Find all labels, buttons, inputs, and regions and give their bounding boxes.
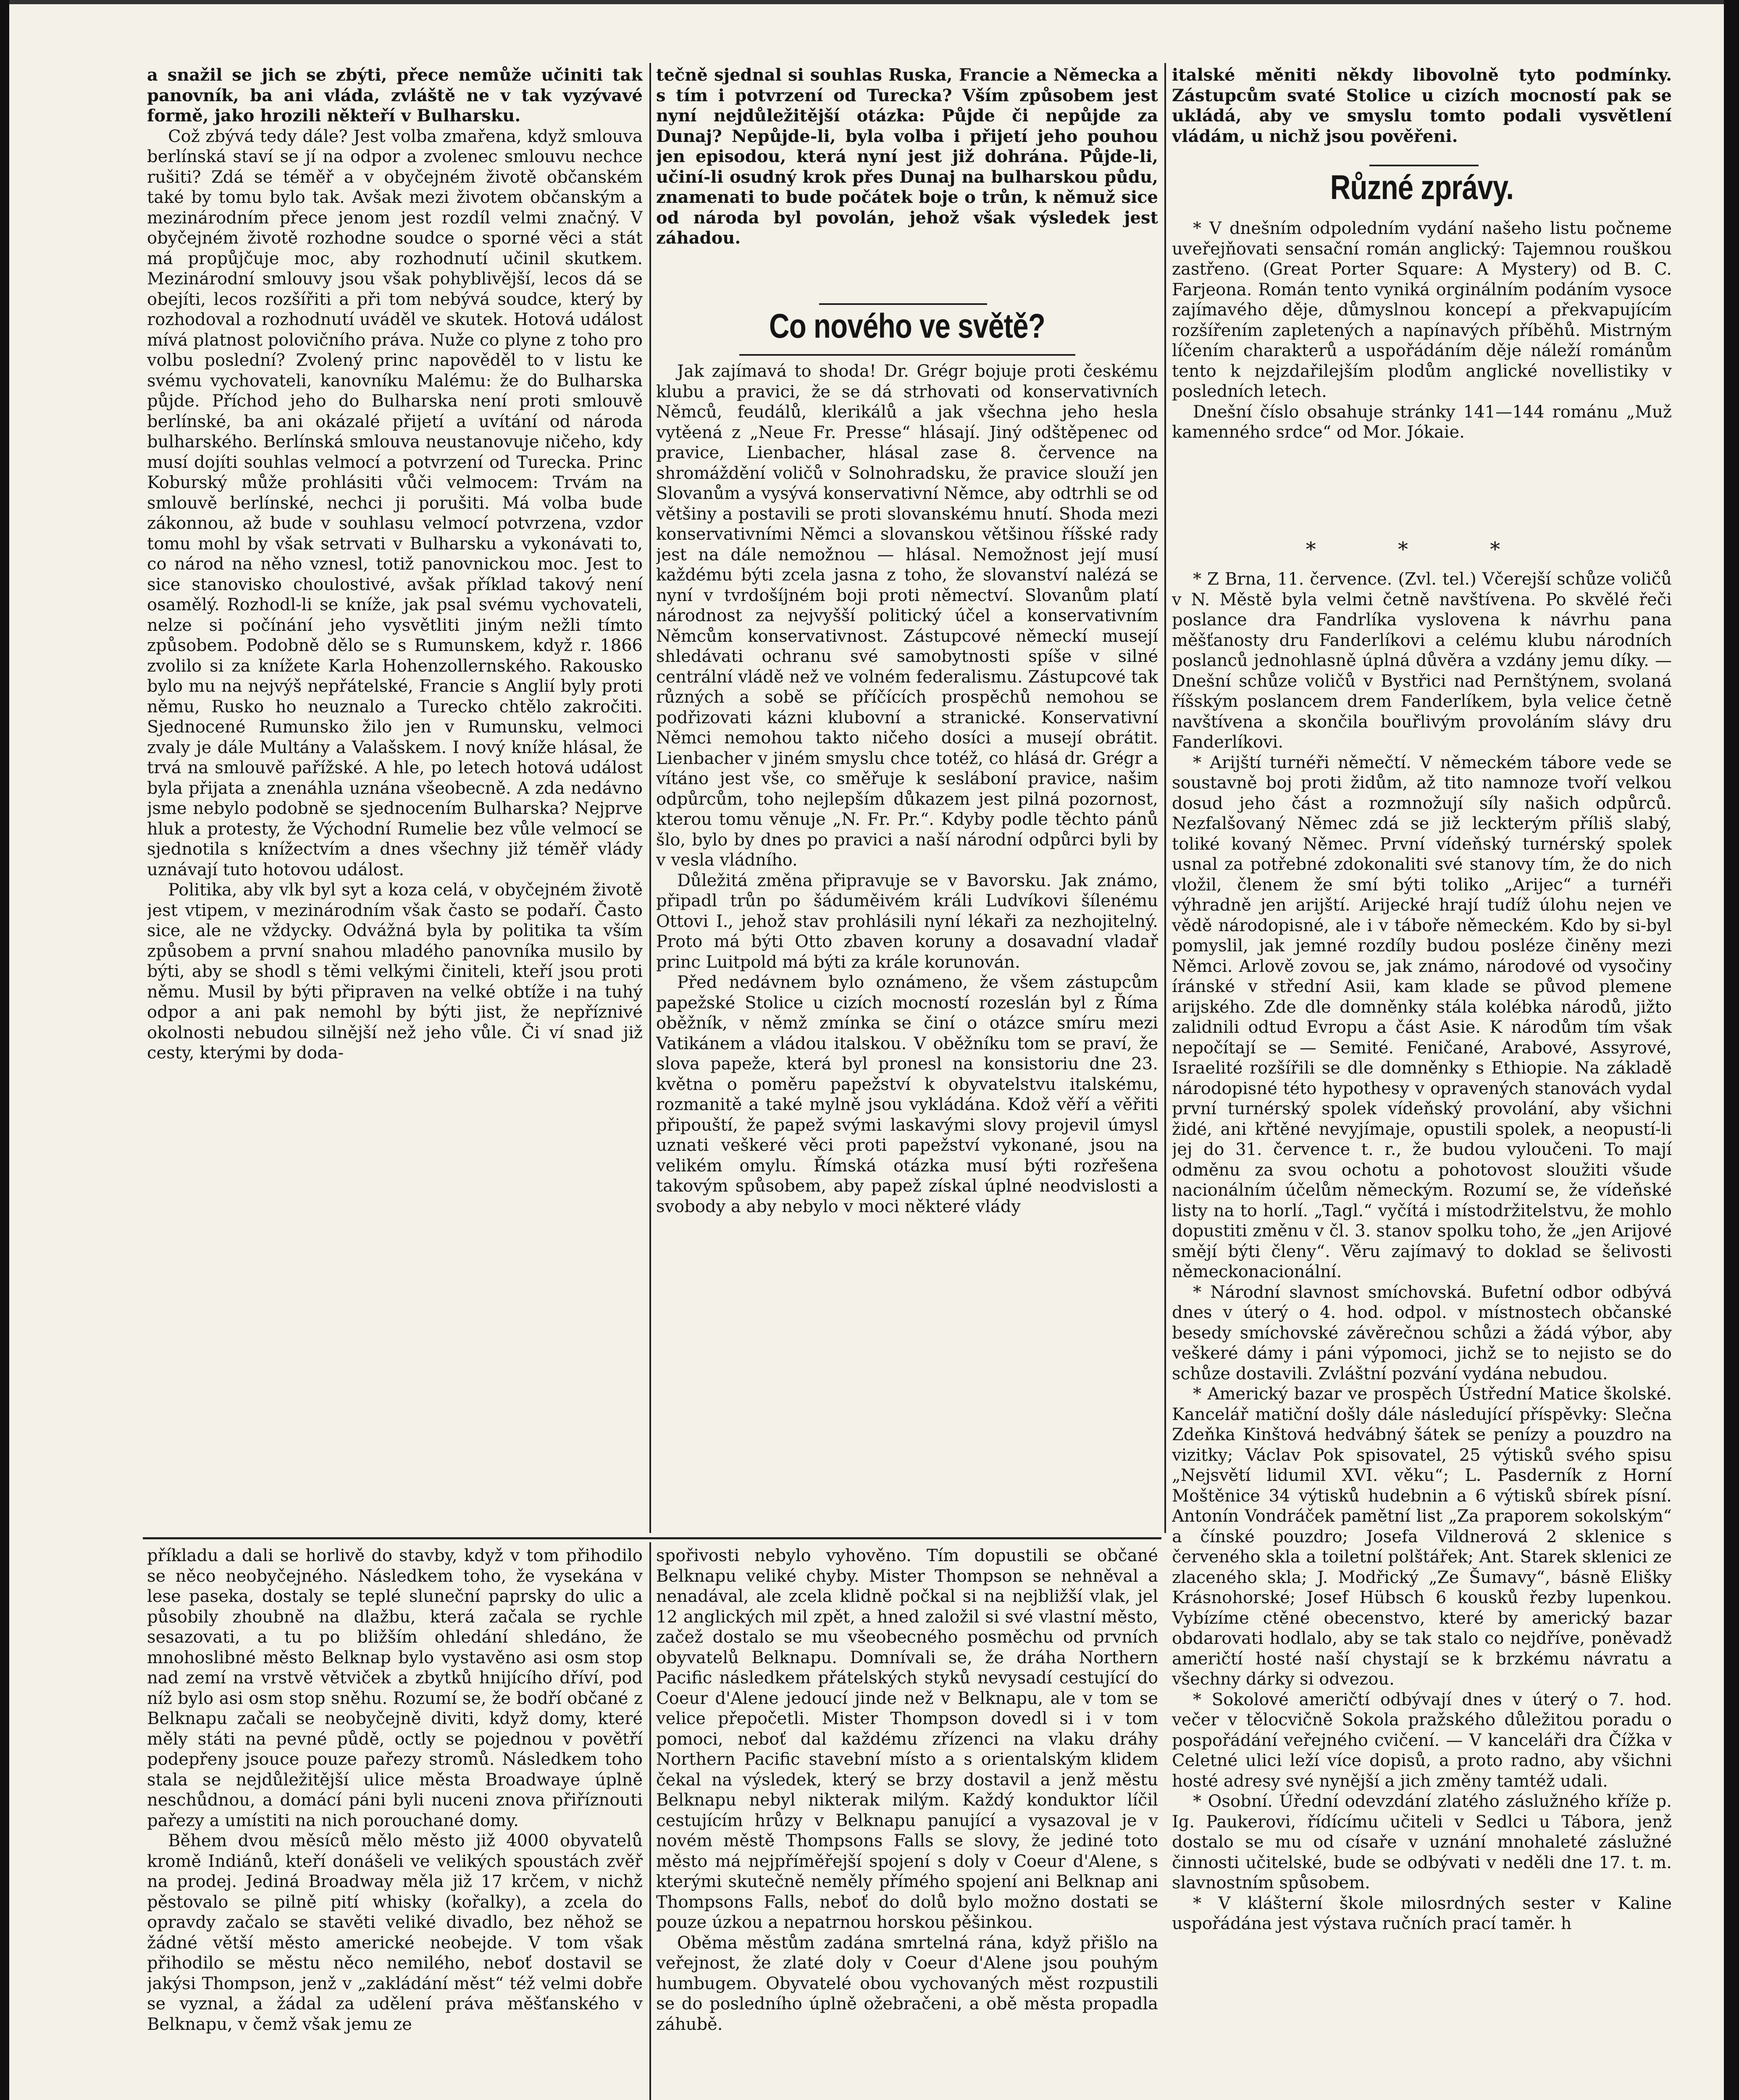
col3-paragraph-6: * Národní slavnost smíchovská. Bufetní odbor odbývá dnes v úterý o 4. hod. odpol. v místnostech občanské besedy smíchovské závěrečnou schůzi a žádá výbor, aby veškeré dámy i páni výpomoci, jichž se to nejisto se do schůze dostavili. Zvláštní pozvání vydána nebudou. — [1172, 1282, 1672, 1383]
col3-paragraph-10: * V klášterní škole milosrdných sester v Kaline uspořádána jest výstava ručních prací taměr. h — [1172, 1893, 1672, 1933]
col3-paragraph-1: italské měniti někdy libovolně tyto podmínky. Zástupcům svaté Stolice u cizích mocností pak se ukládá, aby ve smyslu tomto podali vysvětlení vládám, u nichž jsou pověřeni. — [1172, 65, 1672, 146]
feuilleton-paragraph-3: spořivosti nebylo vyhověno. Tím dopustili se občané Belknapu veliké chyby. Mister Thompson se nehněval a nenadával, ale zcela klidně počkal si na nejbližší vlak, jel 12 anglických mil zpět, a hned založil si své vlastní město, začež dostalo se mu všeobecného posměchu od prvních obyvatelů Belknapu. Domnívali se, že dráha Northern Pacific následkem přátelských styků nevysadí cestující do Coeur d'Alene jedoucí jinde než v Belknapu, ale v tom se velice přepočetli. Mister Thompson dovedl si i v tom pomoci, neboť dal každému zřízenci na vlaku dráhy Northern Pacific stavební místo a s orientalským klidem čekal na výsledek, který se brzy dostavil a jenž městu Belknapu nebyl nikterak milým. Každý konduktor líčil cestujícím hrůzy v Belknapu panující a vysazoval je v novém městě Thompsons Falls se slovy, že jediné toto město má nejpříměřejší spojení s doly v Coeur d'Alene, s kterými skutečně neměly přímého spojení ani Belknap ani Thompsons Falls, neboť do dolů bylo možno dostati se pouze úzkou a nepatrnou horskou pěšinkou. — [656, 1546, 1158, 1932]
col3-paragraph-4: * Z Brna, 11. července. (Zvl. tel.) Včerejší schůze voličů v N. Městě byla velmi četně navštívena. Po skvělé řeči poslance dra Fandrlíka vyslovena k návrhu pana měšťanosty dru Fanderlíkovi a celému klubu národních poslanců jednohlasně úplná důvěra a vzdány jemu díky. — Dnešní schůze voličů v Bystřici nad Pernštýnem, svolaná říšským poslancem drem Fanderlíkem, byla velice četně navštívena a skončila bouřlivým provoláním slávy dru Fanderlíkovi. — [1172, 570, 1672, 752]
feuilleton-paragraph-1: příkladu a dali se horlivě do stavby, když v tom přihodilo se něco neobyčejného. Následkem toho, že vysekána v lese paseka, dostaly se teplé sluneční paprsky do ulic a působily zhoubně na dlažbu, která začala se rychle sesazovati, a tu po bližším ohledání shledáno, že mnohoslibné město Belknap bylo vystavěno asi osm stop nad zemí na vrstvě větviček a zbytků hnijícího dříví, pod níž bylo asi osm stop sněhu. Rozumí se, že bodří občané z Belknapu začali se neobyčejně diviti, když domy, které měly státi na pevné půdě, octly se pojednou v povětří podepřeny jsouce pouze pařezy stromů. Následkem toho stala se nejdůležitější ulice města Broadwaye úplně neschůdnou, a domácí páni byli nuceni znova přiříznouti pařezy a umístiti na nich porouchané domy. — [147, 1546, 643, 1830]
col2-paragraph-3: Důležitá změna připravuje se v Bavorsku. Jak známo, připadl trůn po šáduměivém králi Ludvíkovi šílenému Ottovi I., jehož stav prohlásili nyní lékaři za nezhojitelný. Proto má býti Otto zbaven koruny a dosavadní vladař princ Luitpold má býti za krále korunován. — [656, 871, 1158, 972]
col3-paragraph-9: * Osobní. Úřední odevzdání zlatého záslužného kříže p. Ig. Paukerovi, řídícímu učiteli v Sedlci u Tábora, jenž dostalo se mu od císaře v uznání mnohaleté záslužné činnosti učitelské, bude se odbývati v neděli dne 17. t. m. slavnostním spůsobem. — [1172, 1792, 1672, 1893]
column-rule-1 — [649, 63, 651, 1533]
heading-ruzne-zpravy: Různé zprávy. — [1330, 168, 1514, 207]
col1-paragraph-1: a snažil se jich se zbýti, přece nemůže učiniti tak panovník, ba ani vláda, zvláště ne v tak vyzývavé formě, jako hrozili někteří v Bulharsku. — [147, 65, 643, 126]
column-3-rest — [1172, 218, 1672, 538]
section-stars: * * * — [1306, 538, 1538, 561]
col3-paragraph-2: * V dnešním odpoledním vydání našeho listu počneme uveřejňovati sensační román anglický: Tajemnou rouškou zastřeno. (Great Porter Square: A Mystery) od B. C. Farjeona. Román tento vyniká orginálním podáním vysoce zajímavého děje, důmyslnou koncepí a překvapujícím rozšířením zapletených a napínavých příběhů. Mistrným líčením charakterů a uspořádáním děje náleží románům tento k nejzdařilejším plodům anglické novellistiky v posledních letech. — [1172, 219, 1672, 401]
col2-paragraph-1: tečně sjednal si souhlas Ruska, Francie a Německa a s tím i potvrzení od Turecka? Vším způsobem jest nyní nejdůležitější otázka: Půjde či nepůjde za Dunaj? Nepůjde-li, byla volba i přijetí jeho pouhou jen episodou, která nyní jest již dohrána. Půjde-li, učiní-li osudný krok přes Dunaj na bulharskou půdu, znamenati to bude počátek boje o trůn, k němuž sice od národa byl povolán, jehož však výsledek jest záhadou. — [656, 65, 1158, 248]
column-rule-2 — [1164, 63, 1166, 1533]
scan-edge-left — [0, 0, 9, 2100]
column-2-mid — [656, 361, 1158, 1533]
scan-edge-right — [1724, 0, 1739, 2100]
col2-paragraph-4: Před nedávnem bylo oznámeno, že všem zástupcům papežské Stolice u cizích mocností rozeslán byl z Říma oběžník, v němž zmínka se činí o otázce smíru mezi Vatikánem a vládou italskou. V oběžníku tom se praví, že slova papeže, která byl pronesl na konsistoriu dne 23. května o poměru papežství k obyvatelstvu italskému, rozmanitě a také mylně jsou vykládána. Kdož věří a věřiti připouští, že papež svými laskavými slovy projevil úmysl uznati veškeré věci proti papežství vykonané, jsou na velikém omylu. Římská otázka musí býti rozřešena takovým spůsobem, aby papež získal úplné neodvislosti a svobody a aby nebylo v moci některé vlády — [656, 973, 1158, 1216]
column-2-top — [656, 65, 1158, 300]
heading-underline — [739, 354, 1075, 356]
section-divider — [143, 1537, 1161, 1539]
column-rule-lower — [649, 1542, 651, 2100]
col2-paragraph-2: Jak zajímavá to shoda! Dr. Grégr bojuje proti českému klubu a pravici, že se dá strhovati od konservativních Němců, feudálů, klerikálů a jak všechna jeho hesla vytěená z „Neue Fr. Presse“ hlásají. Jiný odštěpenec od pravice, Lienbacher, hlásal zase 8. července na shromáždění voličů v Solnohradsku, že pravice slouží jen Slovanům a vysývá konservativní Němce, aby odtrhli se od většiny a postavili se proti slovanskému hnutí. Shoda mezi konservativními Němci a slovanskou většinou říšské rady jest na dále nemožnou — hlásal. Nemožnost její musí každému býti zcela jasna z toho, že slovanství nalézá se nyní v tvrdošíjném boji proti němectví. Slovanům platí národnost za nejvyšší politický účel a konservativním Němcům konservativnost. Zástupcové německí musejí shledávati ochranu své samobytnosti spíše v silné centrální vládě než ve volném federalismu. Zástupcové tak různých a sobě se příčících prospěchů nemohou se podřizovati kázni klubovní a stranické. Konservativní Němci nemohou takto ničeho dosíci a musejí obrátit. Lienbacher v jiném smyslu chce totéž, co hlásá dr. Grégr a vítáno jest vše, co směřuje k sesláboní pravice, našim odpůrcům, toho nejlepším důkazem jest pilná pozornost, kterou tomu věnuje „N. Fr. Pr.“. Kdyby podle těchto pánů šlo, bylo by dnes po pravici a naší národní odpůrci byli by v vesla vládního. — [656, 362, 1158, 870]
col1-paragraph-3: Politika, aby vlk byl syt a koza celá, v obyčejném životě jest vtipem, v mezinárodním však často se podaří. Často sice, ale ne vždycky. Odvážná byla by politika ta vším způsobem a první snahou mladého panovníka musilo by býti, aby se shodl s těmi velkými činiteli, kteří jsou proti němu. Musil by býti připraven na velké obtíže i na tuhý odpor a ani pak nemohl by býti jist, že nepříznivé okolnosti nebudou silnější než jeho vůle. Či ví snad již cesty, kterými by doda- — [147, 880, 643, 1063]
col3-paragraph-3: Dnešní číslo obsahuje stránky 141—144 románu „Muž kamenného srdce“ od Mor. Jókaie. — [1172, 402, 1672, 442]
col3-paragraph-8: * Sokolové američtí odbývají dnes v úterý o 7. hod. večer v tělocvičně Sokola pražského důležitou poradu o pospořádání veřejného cvičení. — V kanceláři dra Čížka v Celetné ulici leží více dopisů, a proto radno, aby všichni hosté adresy své nynější a jich změny tamtéž udali. — [1172, 1690, 1672, 1791]
col1-paragraph-2: Což zbývá tedy dále? Jest volba zmařena, když smlouva berlínská staví se jí na odpor a zvolenec smlouvu nechce rušiti? Zdá se téměř a v obyčejném životě občanském také by tomu bylo tak. Avšak mezi životem občanským a mezinárodním přece jenom jest rozdíl velmi značný. V obyčejném životě rozhodne soudce o sporné věci a stát má propůjčuje moc, aby rozhodnutí učinil skutkem. Mezinárodní smlouvy jsou však pohyblivější, lecos dá se obejíti, lecos rozšířiti a při tom nebývá soudce, který by rozhodoval a rozhodnutí uváděl ve skutek. Hotová událost mívá platnost polovičního práva. Nuže co plyne z toho pro volbu poslední? Zvolený princ napověděl to v listu ke svému vychovateli, kanovníku Malému: že do Bulharska půjde. Příchod jeho do Bulharska není proti smlouvě berlínské, ba ani okázalé přijetí a uvítání od národa bulharského. Berlínská smlouva neustanovuje ničeho, kdy musí dojíti souhlas velmocí a potvrzení od Turecka. Princ Koburský může prohlásiti vůči velmocem: Trvám na smlouvě berlínské, nechci ji porušiti. Má volba bude zákonnou, až bude v souhlasu velmocí potvrzena, vzdor tomu mohl by však setrvati v Bulharsku a vykonávati to, co národ na něho vznesl, totiž panovnickou moc. Jest to sice stanovisko choulostivé, avšak příklad takový není osamělý. Rozhodl-li se kníže, jak psal svému vychovateli, nelze si počínání jeho vysvětliti jiným nežli tímto způsobem. Podobně dělo se s Rumunskem, když r. 1866 zvolilo si za knížete Karla Hohenzollernského. Rakousko bylo mu na nejvýš nepřátelské, Francie s Anglií byly proti němu, Rusko ho neuznalo a Turecko chtělo zakročiti. Sjednocené Rumunsko žilo jen v Rumunsku, velmoci zvaly je dále Multány a Valašskem. I nový kníže hlásal, že trvá na smlouvě pařížské. A hle, po letech hotová událost byla přijata a znenáhla uznána všeobecně. A zda nedávno jsme nebylo podobně se sjednocením Bulharska? Nejprve hluk a protesty, že Východní Rumelie bez vůle velmocí se sjednotila s knížectvím a dnes všechny již téměř vlády uznávají tuto hotovou událost. — [147, 126, 643, 879]
scan-edge-top — [0, 0, 1739, 4]
column-2-bottom — [656, 1546, 1158, 2100]
column-1-bottom — [147, 1546, 643, 2100]
column-3-after-stars — [1172, 569, 1672, 2100]
feuilleton-paragraph-2: Během dvou měsíců mělo město již 4000 obyvatelů kromě Indiánů, kteří donášeli ve velikých spoustách zvěř na prodej. Jediná Broadway měla již 17 krčem, v nichž pěstovalo se pilně pití whisky (kořalky), a zcela do opravdy začalo se stavěti veliké divadlo, bez něhož se žádné větší město americké neobejde. V tom však přihodilo se městu něco nemilého, neboť dostavil se jakýsi Thompson, jenž v „zakládání měst“ též velmi dobře se vyznal, a žádal za udělení práva měšťanského v Belknapu, v čemž však jemu ze — [147, 1831, 643, 2034]
col3-short-rule — [1369, 165, 1479, 166]
col3-paragraph-7: * Americký bazar ve prospěch Ústřední Matice školské. Kancelář matiční došly dále následující příspěvky: Slečna Zdeňka Kinštová hedvábný šátek se penízy a pouzdro na vizitky; Václav Pok spisovatel, 25 výtisků svého spisu „Nejsvětí lidumil XVI. věku“; L. Pasderník z Horní Moštěnice 34 výtisků hudebnin a 6 výtisků sbírek písní. Antonín Vondráček pamětní list „Za praporem sokolským“ a čínské pouzdro; Josefa Vildnerová 2 sklenice s červeného skla a toiletní polštářek; Ant. Starek sklenici ze zlaceného skla; J. Modřický „Ze Šumavy“, básně Elišky Krásnohorské; Josef Hübsch 6 kousků řezby lupenkou. Vybízíme ctěné obecenstvo, které by americký bazar obdarovati hodlalo, aby se tak stalo co nejdříve, poněvadž američtí hosté naší chystají se k brzkému návratu a všechny dárky si odvezou. — [1172, 1384, 1672, 1689]
col3-paragraph-5: * Arijští turnéři němečtí. V německém tábore vede se soustavně boj proti židům, až tito namnoze tvoří velkou dosud jeho část a rozmnožují síly našich odpůrců. Nezfalšovaný Němec zdá se již leckterým příliš slabý, toliké kovaný Němec. První vídeňský turnérský spolek usnal za potřebné zdokonaliti své stanovy tím, že do nich vložil, členem že smí býti toliko „Arijec“ a turnéři výhradně jen arijští. Arijecké hrají tudíž úlohu nejen ve vědě národopisné, ale i v táboře německém. Kdo by si-byl pomyslil, jak jemné rozdíly budou posléze činěny mezi Němci. Arlově zovou se, jak známo, národové od vysočiny íránské v střední Asii, kam klade se původ plemene arijského. Zde dle domněnky stála kolébka národů, jižto zalidnili odtud Evropu a část Asie. K národům tím však nepočítají se — Semité. Feničané, Arabové, Assyrové, Israelité rozšířili se dle domněnky s Ethiopie. Na základě národopisné této hypothesy v opravených stanovách vydal první turnérský spolek vídeňský provolání, aby všichni židé, ani křtěné nevyjímaje, opustili spolek, a neopustí-li jej do 31. července t. r., že budou vyloučeni. To mají odměnu za svou ochotu a pohotovost sloužiti všude nacionálním účelům německým. Rozumí se, že vídeňské listy na to horlí. „Tagl.“ vyčítá i místodržitelstvu, že mohlo dopustiti změnu v čl. 3. stanov spolku toho, že „jen Arijové smějí býti členy“. Věru zajímavý to doklad se šelivosti německonacionální. — [1172, 753, 1672, 1281]
heading-co-noveho: Co nového ve světě? — [769, 307, 1046, 345]
feuilleton-paragraph-4: Oběma městům zadána smrtelná rána, když přišlo na veřejnost, že zlaté doly v Coeur d'Alene jsou pouhým humbugem. Obyvatelé obou vychovaných měst rozpustili se do posledního úplně ožebračeni, a obě města propadla záhubě. — [656, 1933, 1158, 2034]
col2-short-rule — [819, 303, 987, 305]
column-1-top — [147, 65, 643, 1531]
column-3-top — [1172, 65, 1672, 162]
